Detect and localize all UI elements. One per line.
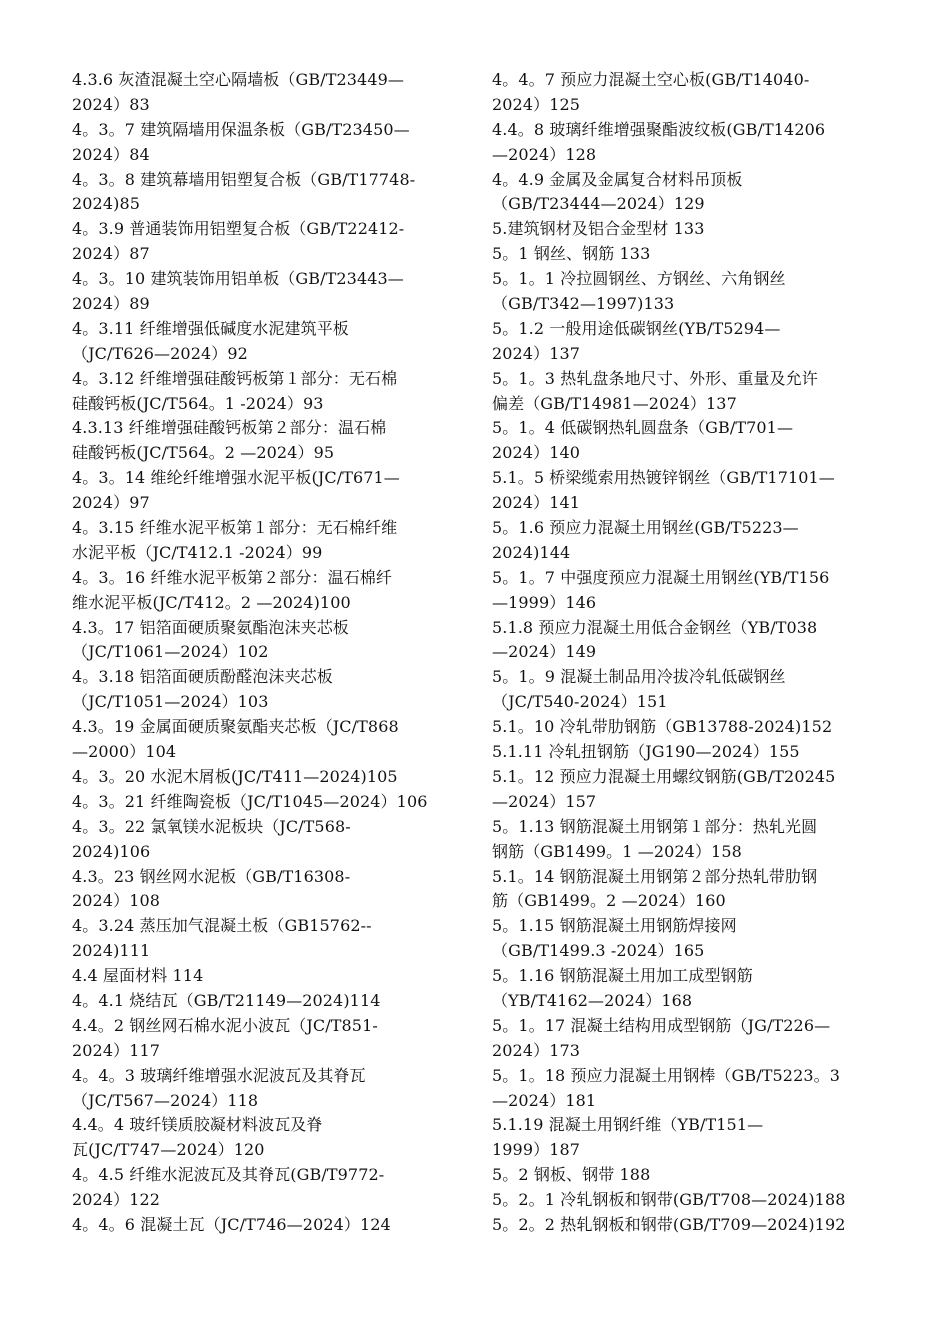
toc-line: 1999）187 xyxy=(492,1140,581,1160)
toc-line: 5.1。10 冷轧带肋钢筋（GB13788-2024)152 xyxy=(492,717,833,737)
toc-line: 5。1.2 一般用途低碳钢丝(YB/T5294— xyxy=(492,318,781,338)
toc-line: 维水泥平板(JC/T412。2 —2024)100 xyxy=(72,592,351,612)
toc-line: 5。1.6 预应力混凝土用钢丝(GB/T5223— xyxy=(492,518,799,538)
toc-line: 4。3。21 纤维陶瓷板（JC/T1045—2024）106 xyxy=(72,791,428,811)
toc-line: 4。3.18 铝箔面硬质酚醛泡沫夹芯板 xyxy=(72,667,333,687)
toc-line: 2024）117 xyxy=(72,1040,161,1060)
toc-line: —1999）146 xyxy=(492,592,597,612)
toc-line: 2024）84 xyxy=(72,144,150,164)
toc-line: —2024）181 xyxy=(492,1090,597,1110)
toc-line: 2024)144 xyxy=(492,542,571,562)
toc-line: 2024)106 xyxy=(72,841,151,861)
toc-line: （JC/T1051—2024）103 xyxy=(72,692,269,712)
toc-right-column xyxy=(492,68,892,1238)
toc-line: 5。1。17 混凝土结构用成型钢筋（JG/T226— xyxy=(492,1015,831,1035)
toc-line: 4。3。22 氯氧镁水泥板块（JC/T568- xyxy=(72,816,351,836)
toc-line: 5。1.13 钢筋混凝土用钢第１部分：热轧光圆 xyxy=(492,816,818,836)
toc-line: 4。3.12 纤维增强硅酸钙板第１部分：无石棉 xyxy=(72,368,398,388)
toc-line: （GB/T23444—2024）129 xyxy=(492,194,705,214)
toc-line: 4.4。8 玻璃纤维增强聚酯波纹板(GB/T14206 xyxy=(492,119,826,139)
toc-line: 4.3.13 纤维增强硅酸钙板第２部分：温石棉 xyxy=(72,418,387,438)
toc-line: 4.4。2 钢丝网石棉水泥小波瓦（JC/T851- xyxy=(72,1015,378,1035)
toc-line: 2024）87 xyxy=(72,244,150,264)
toc-line: —2000）104 xyxy=(72,742,177,762)
toc-line: 4.4 屋面材料 114 xyxy=(72,966,204,986)
toc-line: 筋（GB1499。2 —2024）160 xyxy=(492,891,726,911)
toc-line: （JC/T626—2024）92 xyxy=(72,343,248,363)
toc-line: 2024)111 xyxy=(72,941,151,961)
toc-line: 4。4.1 烧结瓦（GB/T21149—2024)114 xyxy=(72,990,381,1010)
toc-line: 2024）140 xyxy=(492,443,581,463)
toc-line: 2024）97 xyxy=(72,493,150,513)
toc-line: 5.1。5 桥梁缆索用热镀锌钢丝（GB/T17101— xyxy=(492,468,835,488)
toc-line: 4。4.9 金属及金属复合材料吊顶板 xyxy=(492,169,743,189)
toc-line: 4。3。10 建筑装饰用铝单板（GB/T23443— xyxy=(72,269,404,289)
toc-line: 5.1.11 冷轧扭钢筋（JG190—2024）155 xyxy=(492,742,800,762)
toc-line: 5.1.8 预应力混凝土用低合金钢丝（YB/T038 xyxy=(492,617,818,637)
toc-line: 硅酸钙板(JC/T564。1 -2024）93 xyxy=(72,393,324,413)
toc-left-column xyxy=(72,68,467,1238)
toc-line: 2024)85 xyxy=(72,194,141,214)
toc-line: —2024）149 xyxy=(492,642,597,662)
toc-line: 5.1。12 预应力混凝土用螺纹钢筋(GB/T20245 xyxy=(492,766,836,786)
toc-line: 4。4.5 纤维水泥波瓦及其脊瓦(GB/T9772- xyxy=(72,1165,385,1185)
toc-line: （GB/T342—1997)133 xyxy=(492,294,675,314)
toc-line: 硅酸钙板(JC/T564。2 —2024）95 xyxy=(72,443,335,463)
toc-line: 5。1。4 低碳钢热轧圆盘条（GB/T701— xyxy=(492,418,794,438)
toc-line: 5。1。7 中强度预应力混凝土用钢丝(YB/T156 xyxy=(492,567,830,587)
toc-line: 4。3。14 维纶纤维增强水泥平板(JC/T671— xyxy=(72,468,400,488)
toc-line: 4。4。6 混凝土瓦（JC/T746—2024）124 xyxy=(72,1214,391,1234)
toc-line: 4。3.15 纤维水泥平板第１部分：无石棉纤维 xyxy=(72,518,398,538)
toc-line: 5。1.16 钢筋混凝土用加工成型钢筋 xyxy=(492,966,753,986)
toc-line: （JC/T567—2024）118 xyxy=(72,1090,259,1110)
toc-line: （YB/T4162—2024）168 xyxy=(492,990,693,1010)
toc-line: 2024）89 xyxy=(72,294,150,314)
toc-line: 2024）108 xyxy=(72,891,161,911)
toc-line: 5.建筑钢材及铝合金型材 133 xyxy=(492,219,705,239)
toc-line: 4。3。16 纤维水泥平板第２部分：温石棉纤 xyxy=(72,567,393,587)
toc-line: 偏差（GB/T14981—2024）137 xyxy=(492,393,737,413)
toc-line: 水泥平板（JC/T412.1 -2024）99 xyxy=(72,542,323,562)
toc-line: 2024）83 xyxy=(72,94,150,114)
toc-line: 5。1。9 混凝土制品用冷拔冷轧低碳钢丝 xyxy=(492,667,786,687)
toc-line: 2024）125 xyxy=(492,94,581,114)
toc-line: 4。3。20 水泥木屑板(JC/T411—2024)105 xyxy=(72,766,398,786)
toc-line: 4。4。7 预应力混凝土空心板(GB/T14040- xyxy=(492,70,810,89)
toc-line: 4。4。3 玻璃纤维增强水泥波瓦及其脊瓦 xyxy=(72,1065,366,1085)
toc-line: 4。3.9 普通装饰用铝塑复合板（GB/T22412- xyxy=(72,219,405,239)
toc-line: 5。1。3 热轧盘条地尺寸、外形、重量及允许 xyxy=(492,368,818,388)
toc-line: 4。3.24 蒸压加气混凝土板（GB15762-- xyxy=(72,916,372,936)
toc-line: 4.4。4 玻纤镁质胶凝材料波瓦及脊 xyxy=(72,1115,323,1135)
toc-line: 4.3。17 铝箔面硬质聚氨酯泡沫夹芯板 xyxy=(72,617,349,637)
toc-line: 4。3。8 建筑幕墙用铝塑复合板（GB/T17748- xyxy=(72,169,416,189)
toc-line: 2024）141 xyxy=(492,493,581,513)
toc-line: 4.3。19 金属面硬质聚氨酯夹芯板（JC/T868 xyxy=(72,717,399,737)
toc-line: 2024）122 xyxy=(72,1190,161,1210)
toc-line: 4。3.11 纤维增强低碱度水泥建筑平板 xyxy=(72,318,349,338)
toc-line: 4。3。7 建筑隔墙用保温条板（GB/T23450— xyxy=(72,119,410,139)
toc-line: —2024）157 xyxy=(492,791,597,811)
toc-line: 5。1 钢丝、钢筋 133 xyxy=(492,244,651,264)
toc-line: 5.1.19 混凝土用钢纤维（YB/T151— xyxy=(492,1115,764,1135)
toc-line: 2024）137 xyxy=(492,343,581,363)
toc-line: 5。1。18 预应力混凝土用钢棒（GB/T5223。3 xyxy=(492,1065,841,1085)
toc-line: 5.1。14 钢筋混凝土用钢第２部分热轧带肋钢 xyxy=(492,866,818,886)
toc-line: 5。2。1 冷轧钢板和钢带(GB/T708—2024)188 xyxy=(492,1190,846,1210)
toc-line: 钢筋（GB1499。1 —2024）158 xyxy=(492,841,742,861)
toc-line: 5。2 钢板、钢带 188 xyxy=(492,1165,651,1185)
toc-line: （JC/T1061—2024）102 xyxy=(72,642,269,662)
toc-line: 4.3。23 钢丝网水泥板（GB/T16308- xyxy=(72,866,351,886)
toc-line: 4.3.6 灰渣混凝土空心隔墙板（GB/T23449— xyxy=(72,70,404,89)
toc-line: 2024）173 xyxy=(492,1040,581,1060)
toc-line: —2024）128 xyxy=(492,144,597,164)
toc-line: 瓦(JC/T747—2024）120 xyxy=(72,1140,265,1160)
toc-line: 5。2。2 热轧钢板和钢带(GB/T709—2024)192 xyxy=(492,1214,846,1234)
toc-line: 5。1.15 钢筋混凝土用钢筋焊接网 xyxy=(492,916,737,936)
toc-line: （JC/T540-2024）151 xyxy=(492,692,668,712)
toc-line: 5。1。1 冷拉圆钢丝、方钢丝、六角钢丝 xyxy=(492,269,786,289)
toc-line: （GB/T1499.3 -2024）165 xyxy=(492,941,705,961)
